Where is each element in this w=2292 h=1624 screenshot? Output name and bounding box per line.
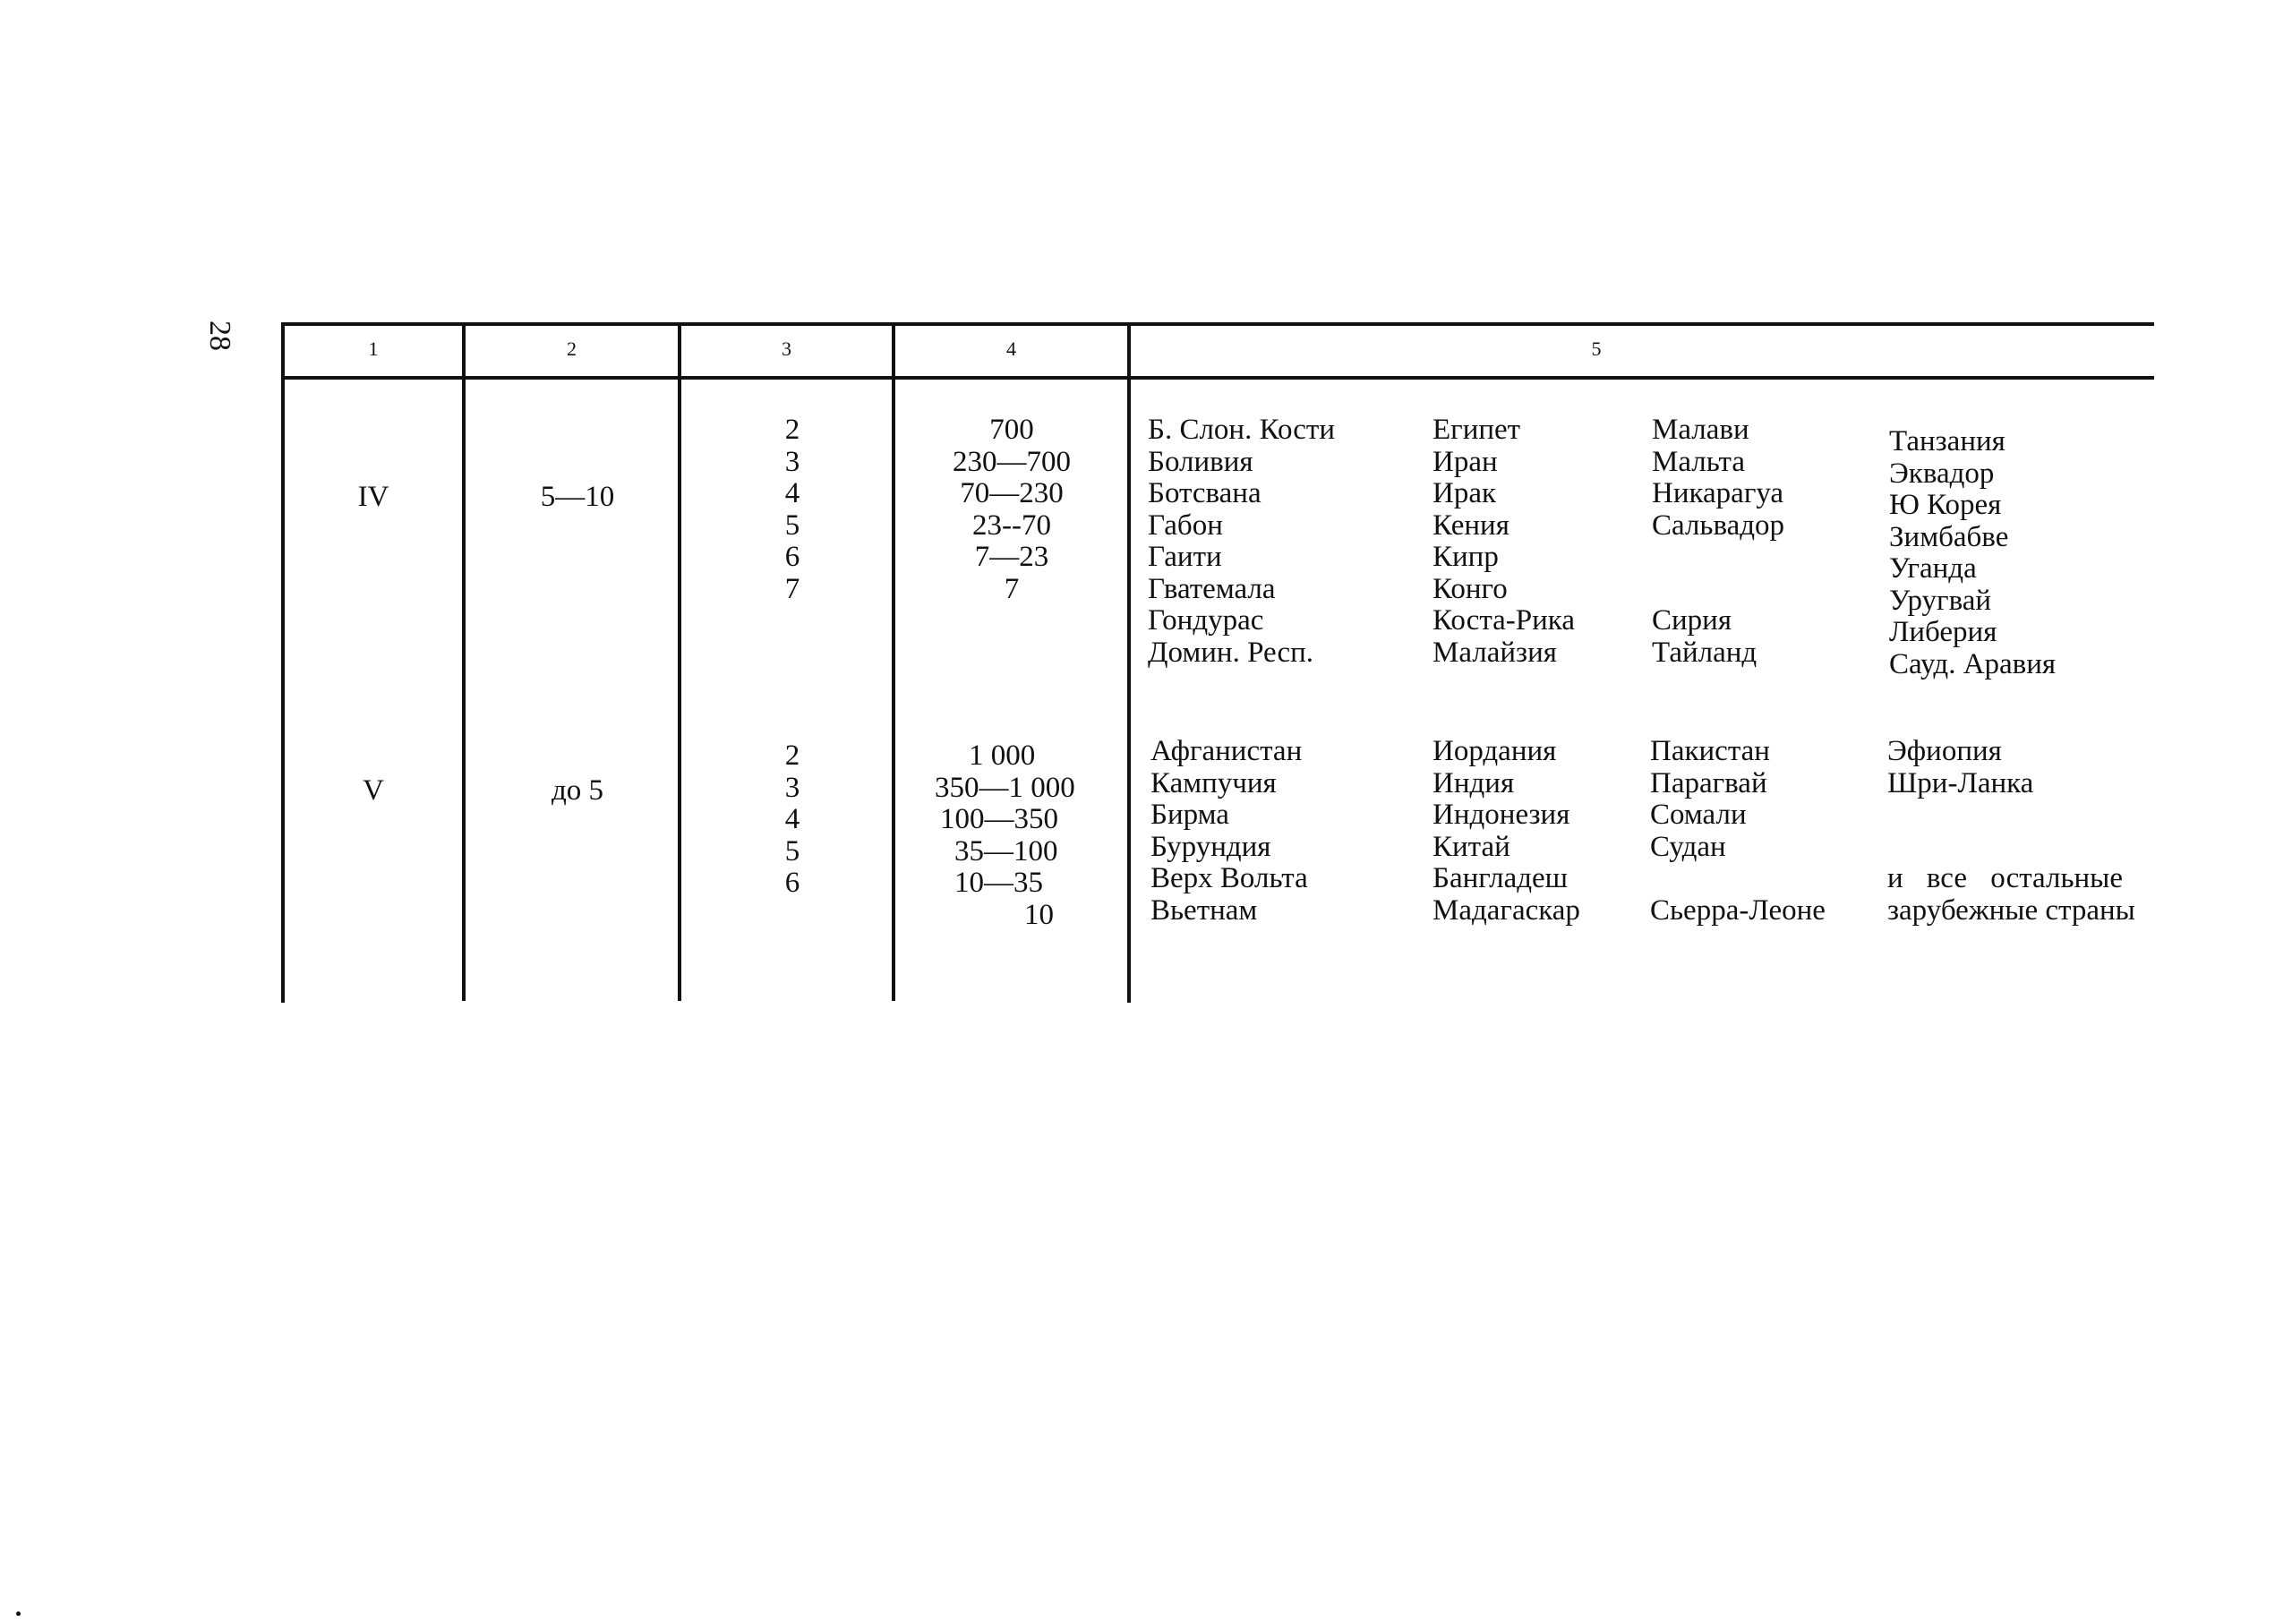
list-item: 23--70 <box>972 509 1051 542</box>
list-item: Мальта <box>1652 445 1746 478</box>
list-item: Конго <box>1432 572 1508 605</box>
list-item: 3 <box>784 771 800 804</box>
row-v-countries-c <box>1650 736 1826 927</box>
list-item: 6 <box>784 867 800 899</box>
list-item: 1 000 <box>969 739 1036 772</box>
header-col-5: 5 <box>1591 338 1602 360</box>
row-v-range: до 5 <box>551 774 604 807</box>
list-item: Вьетнам <box>1150 893 1258 927</box>
list-item: Гватемала <box>1148 572 1276 605</box>
list-item: Афганистан <box>1150 735 1303 767</box>
header-col-3: 3 <box>782 338 791 360</box>
list-item: Эквадор <box>1889 457 1995 490</box>
table-border-left <box>281 322 285 1003</box>
stray-mark <box>16 1611 21 1616</box>
list-item: Уганда <box>1889 552 1977 585</box>
row-iv-range: 5—10 <box>540 481 615 513</box>
list-item: Пакистан <box>1650 735 1770 767</box>
list-item: Судан <box>1650 830 1726 863</box>
list-item: Эфиопия <box>1887 735 2002 767</box>
list-item: 230—700 <box>953 445 1071 478</box>
list-item: Бирма <box>1150 799 1229 831</box>
row-iv-col4 <box>931 415 1092 605</box>
list-item: Сомали <box>1650 799 1747 831</box>
list-item: 7—23 <box>974 541 1049 573</box>
list-item: Индонезия <box>1432 799 1570 831</box>
header-col-4: 4 <box>1006 338 1016 360</box>
row-v-col4 <box>931 740 1110 931</box>
list-item: 7 <box>784 572 800 605</box>
list-item <box>1652 574 1784 606</box>
list-item: 2 <box>784 414 800 446</box>
list-item: Сальвадор <box>1652 509 1785 542</box>
list-item: 5 <box>784 834 800 868</box>
header-col-2: 2 <box>567 338 577 360</box>
list-item: 5 <box>784 509 800 542</box>
list-item: Парагвай <box>1650 766 1767 799</box>
column-divider-1 <box>462 324 466 1001</box>
list-item: Шри-Ланка <box>1887 766 2034 799</box>
list-item: Иран <box>1432 445 1498 478</box>
table-header-rule <box>283 376 2154 380</box>
list-item: 3 <box>784 445 800 478</box>
list-item: Зимбабве <box>1889 520 2009 553</box>
list-item: 700 <box>989 414 1034 446</box>
list-item: Домин. Респ. <box>1148 636 1314 669</box>
list-item: Кения <box>1432 509 1509 542</box>
list-item: Гондурас <box>1148 604 1264 637</box>
list-item: Либерия <box>1889 616 1997 648</box>
list-item: 100—350 <box>940 803 1058 835</box>
list-item: Малави <box>1652 414 1749 446</box>
list-item: 4 <box>784 477 800 509</box>
row-iv-group: IV <box>357 481 389 513</box>
list-item: Коста-Рика <box>1432 604 1575 637</box>
list-item: 10 <box>1024 898 1054 931</box>
row-iv-countries-c <box>1652 415 1784 669</box>
list-item: Малайзия <box>1432 636 1557 669</box>
list-item: Ю Корея <box>1889 489 2002 521</box>
list-item: Сирия <box>1652 604 1732 637</box>
row-v-countries-d <box>1887 736 2135 927</box>
list-item: 70—230 <box>960 477 1064 509</box>
list-item: Мадагаскар <box>1432 893 1580 927</box>
list-item: Кампучия <box>1150 766 1277 799</box>
row-v-countries-b <box>1432 736 1580 927</box>
row-v-group: V <box>363 774 384 807</box>
list-item: 35—100 <box>954 834 1058 868</box>
row-iv-col3 <box>743 415 842 605</box>
row-v-countries-a <box>1150 736 1308 927</box>
list-item <box>1887 799 2135 832</box>
row-v-col3 <box>743 740 842 900</box>
list-item <box>1887 832 2135 864</box>
list-item: Сьерра-Леоне <box>1650 893 1826 927</box>
row-iv-countries-b <box>1432 415 1575 669</box>
column-divider-4 <box>1127 324 1131 1003</box>
list-item: Бангладеш <box>1432 862 1569 894</box>
list-item: Ботсвана <box>1148 477 1261 509</box>
list-item: Габон <box>1148 509 1223 542</box>
list-item: Б. Слон. Кости <box>1148 414 1336 446</box>
list-item: и все остальные <box>1887 862 2123 894</box>
list-item: Китай <box>1432 830 1510 863</box>
row-iv-countries-a <box>1148 415 1335 669</box>
list-item: Никарагуа <box>1652 477 1784 509</box>
list-item: Бурундия <box>1150 830 1271 863</box>
list-item: Танзания <box>1889 425 2006 457</box>
list-item: 350—1 000 <box>935 771 1075 804</box>
list-item: 7 <box>1004 572 1020 605</box>
list-item: Кипр <box>1432 541 1499 573</box>
list-item <box>1650 863 1826 895</box>
list-item: зарубежные страны <box>1887 893 2135 927</box>
list-item: 2 <box>784 739 800 772</box>
list-item: 6 <box>784 541 800 573</box>
list-item: Боливия <box>1148 445 1253 478</box>
column-divider-3 <box>892 324 895 1001</box>
page-number: 28 <box>203 321 236 351</box>
list-item: 10—35 <box>954 867 1043 899</box>
list-item: Иордания <box>1432 735 1557 767</box>
list-item: Египет <box>1432 414 1521 446</box>
list-item: Уругвай <box>1889 584 1992 617</box>
list-item: Сауд. Аравия <box>1889 647 2057 680</box>
row-iv-countries-d <box>1889 426 2056 680</box>
list-item <box>1652 542 1784 574</box>
list-item: Верх Вольта <box>1150 862 1308 894</box>
list-item: Тайланд <box>1652 636 1757 669</box>
list-item: Индия <box>1432 766 1515 799</box>
list-item: Ирак <box>1432 477 1497 509</box>
column-divider-2 <box>678 324 681 1001</box>
table-top-rule <box>283 322 2154 326</box>
list-item: 4 <box>784 803 800 835</box>
list-item: Гаити <box>1148 541 1222 573</box>
header-col-1: 1 <box>368 338 379 360</box>
